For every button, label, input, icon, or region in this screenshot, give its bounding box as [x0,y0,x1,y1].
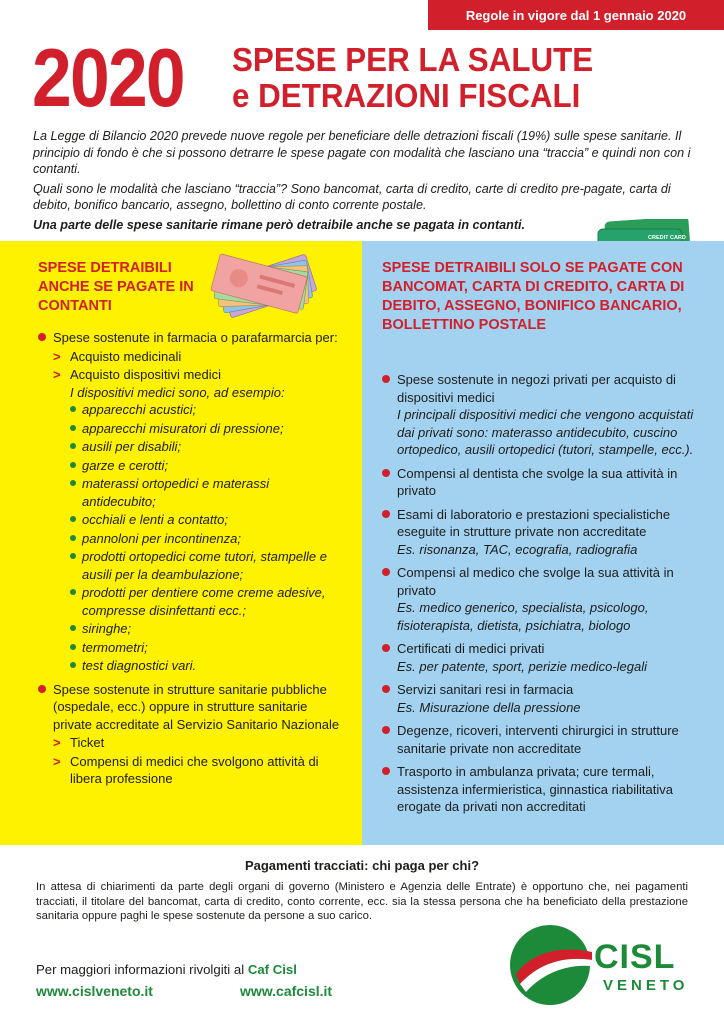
item-note: Es. per patente, sport, perizie medico-legali [397,658,648,674]
arrow-icon: > [53,348,61,364]
footer-text: In attesa di chiarimenti da parte degli organi di governo (Ministero e Agenzia delle Entrate) è opportuno che, nei pagamenti tracciati, il titolare del bancomat, carta di credito, conto corrente, ecc. sia la stessa persona che ha beneficiato della prestazione sanitaria oppure paghi le spese sostenute da persone a suo carico. [36,881,688,922]
bullet-icon [70,425,76,431]
list-item: garze e cerotti; [70,457,340,475]
bullet-icon [70,480,76,486]
medicines-item: Acquisto medicinali [70,348,182,364]
cafcisl-link[interactable]: www.cafcisl.it [240,983,333,999]
list-item: apparecchi acustici; [70,401,340,419]
list-item: materassi ortopedici e materassi antidecubito; [70,475,340,510]
list-item: siringhe; [70,620,340,638]
public-facilities-sublist [53,734,340,788]
arrow-icon: > [53,367,61,382]
list-item: ausili per disabili; [70,438,340,456]
left-section-title: SPESE DETRAIBILI ANCHE SE PAGATE IN CONTANTI [38,260,194,314]
banknotes-icon [198,249,338,321]
cislveneto-link[interactable]: www.cislveneto.it [36,983,153,999]
bullet-icon [70,644,76,650]
cash-deductible-section [0,241,362,845]
intro-paragraph-3: Una parte delle spese sanitarie rimane però detraibile anche se pagata in contanti. [33,217,526,232]
list-item: Compensi al medico che svolge la sua attività in privato Es. medico generico, specialista, psicologo, fisioterapista, dietista, psichiatra, biologo [382,564,702,634]
list-item [38,681,340,788]
year-heading: 2020 [32,31,184,124]
list-item [53,366,340,675]
bullet-icon [70,535,76,541]
list-item: apparecchi misuratori di pressione; [70,420,340,438]
right-section-title: SPESE DETRAIBILI SOLO SE PAGATE CON BANCOMAT, CARTA DI CREDITO, CARTA DI DEBITO, ASSEGNO, BONIFICO BANCARIO, BOLLETTINO POSTALE [382,260,685,333]
bullet-icon [382,469,390,477]
footer-title: Pagamenti tracciati: chi paga per chi? [244,858,480,873]
list-item: Spese sostenute in negozi privati per acquisto di dispositivi medici I principali dispositivi medici che vengono acquistati dai privati sono: materasso antidecubito, cuscino ortopedico, ausili ortopedici (tutori, stampelle, ecc.). [382,371,702,459]
title-line-1: SPESE PER LA SALUTE [232,41,594,78]
bullet-icon [382,375,390,383]
bullet-icon [70,553,76,559]
traced-payment-section [362,241,724,845]
pharmacy-sublist [53,348,340,675]
bullet-icon [70,462,76,468]
intro-paragraph-1: La Legge di Bilancio 2020 prevede nuove regole per beneficiare delle detrazioni fiscali (19%) sulle spese sanitarie. Il principio di fondo è che si possono detrarre le spese pagate con modalità che lasciano una “traccia” e quindi non con i contanti. [33,129,691,176]
list-item: pannoloni per incontinenza; [70,530,340,548]
cash-expenses-list [38,329,340,794]
pharmacy-expenses: Spese sostenute in farmacia o parafarmarcia per: [53,330,338,345]
bullet-icon [70,625,76,631]
list-item [38,329,340,675]
list-item: Servizi sanitari resi in farmacia Es. Misurazione della pressione [382,681,702,716]
intro-paragraph-2: Quali sono le modalità che lasciano “traccia”? Sono bancomat, carta di credito, carte di credito pre-pagate, carta di debito, bonifico bancario, assegno, bollettino di conto corrente postale. [33,181,671,212]
validity-badge: Regole in vigore dal 1 gennaio 2020 [428,0,724,30]
bullet-icon [382,726,390,734]
item-note: I principali dispositivi medici che vengono acquistati dai privati sono: materasso antidecubito, cuscino ortopedico, ausili ortopedici (tutori, stampelle, ecc.). [397,407,694,457]
caf-cisl-name: Caf Cisl [247,962,297,977]
bullet-icon [382,685,390,693]
cisl-logo-icon [506,922,594,1008]
devices-note: I dispositivi medici sono, ad esempio: [70,384,285,400]
bullet-icon [38,685,46,693]
info-line [36,962,297,977]
list-item: prodotti per dentiere come creme adesive, compresse disinfettanti ecc.; [70,584,340,619]
public-facilities-expenses: Spese sostenute in strutture sanitarie pubbliche (ospedale, ecc.) oppure in strutture sanitarie private accreditate al Servizio Sanitario Nazionale [53,681,340,732]
title-line-2: e DETRAZIONI FISCALI [232,77,581,114]
list-item: test diagnostici vari. [70,657,340,675]
list-item [53,734,340,752]
bullet-icon [382,568,390,576]
bullet-icon [70,406,76,412]
intro-text [33,128,693,236]
item-note: Es. medico generico, specialista, psicologo, fisioterapista, dietista, psichiatra, biologo [397,600,649,633]
list-item: occhiali e lenti a contatto; [70,511,340,529]
list-item: termometri; [70,639,340,657]
item-note: Es. Misurazione della pressione [397,699,581,715]
freelance-doctors-item: Compensi di medici che svolgono attività di libera professione [70,753,319,786]
ticket-item: Ticket [70,735,105,750]
arrow-icon: > [53,753,61,769]
cisl-logo-name: CISL [594,938,676,976]
cisl-logo-region: VENETO [603,977,689,994]
card-label: CREDIT CARD [648,235,686,241]
list-item: Esami di laboratorio e prestazioni specialistiche eseguite in strutture private non accreditate Es. risonanza, TAC, ecografia, radiografia [382,506,702,559]
bullet-icon [70,516,76,522]
bullet-icon [70,443,76,449]
item-note: Es. risonanza, TAC, ecografia, radiografia [397,541,638,557]
bullet-icon [382,644,390,652]
page-title [232,42,593,114]
devices-list [70,401,340,675]
bullet-icon [70,589,76,595]
list-item: Certificati di medici privati Es. per patente, sport, perizie medico-legali [382,640,702,675]
bullet-icon [382,767,390,775]
list-item: Degenze, ricoveri, interventi chirurgici in strutture sanitarie private non accreditate [382,722,702,757]
bullet-icon [38,333,46,341]
list-item [53,348,340,366]
devices-item: Acquisto dispositivi medici [70,367,222,382]
list-item: prodotti ortopedici come tutori, stampelle e ausili per la deambulazione; [70,548,340,583]
arrow-icon: > [53,735,61,750]
list-item [53,753,340,788]
traced-expenses-list [382,371,702,822]
list-item: Trasporto in ambulanza privata; cure termali, assistenza infermieristica, ginnastica riabilitativa erogate da privati non accreditati [382,763,702,816]
info-prefix: Per maggiori informazioni rivolgiti al [36,962,245,977]
bullet-icon [70,662,76,668]
list-item: Compensi al dentista che svolge la sua attività in privato [382,465,702,500]
bullet-icon [382,510,390,518]
